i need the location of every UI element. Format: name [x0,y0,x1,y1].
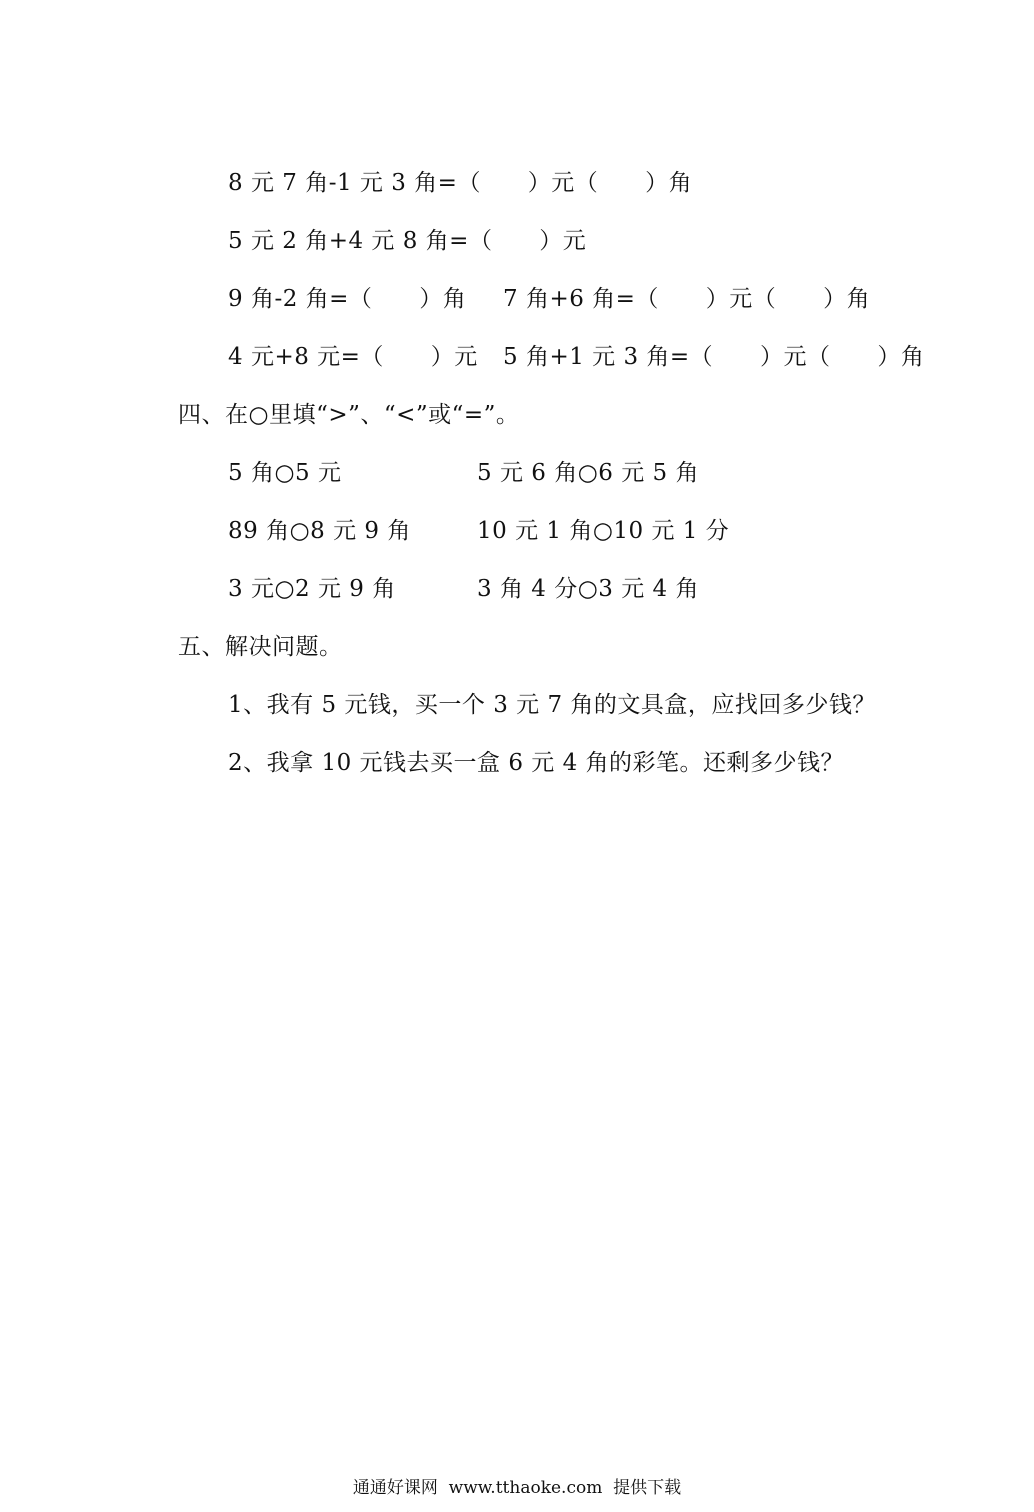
word-problem-1: 1、我有 5 元钱，买一个 3 元 7 角的文具盒，应找回多少钱？ [228,692,876,718]
page-footer: 通通好课网 www.tthaoke.com 提供下载 [352,1478,682,1498]
section-4-heading: 四、在○里填“>”、“<”或“=”。 [178,402,520,428]
word-problem-2: 2、我拿 10 元钱去买一盒 6 元 4 角的彩笔。还剩多少钱？ [228,750,845,776]
section-5-heading: 五、解决问题。 [178,634,343,660]
compare-row-2-left: 89 角○8 元 9 角 [228,518,411,544]
compare-row-3-left: 3 元○2 元 9 角 [228,576,396,602]
equation-row-4-left: 4 元+8 元=（ ）元 [228,344,478,370]
compare-row-1-left: 5 角○5 元 [228,460,342,486]
equation-row-3-right: 7 角+6 角=（ ）元（ ）角 [503,286,871,312]
equation-row-2: 5 元 2 角+4 元 8 角=（ ）元 [228,228,587,254]
equation-row-3-left: 9 角-2 角=（ ）角 [228,286,467,312]
equation-row-1: 8 元 7 角-1 元 3 角=（ ）元（ ）角 [228,170,693,196]
compare-row-3-right: 3 角 4 分○3 元 4 角 [477,576,699,602]
compare-row-2-right: 10 元 1 角○10 元 1 分 [477,518,730,544]
equation-row-4-right: 5 角+1 元 3 角=（ ）元（ ）角 [503,344,925,370]
compare-row-1-right: 5 元 6 角○6 元 5 角 [477,460,699,486]
